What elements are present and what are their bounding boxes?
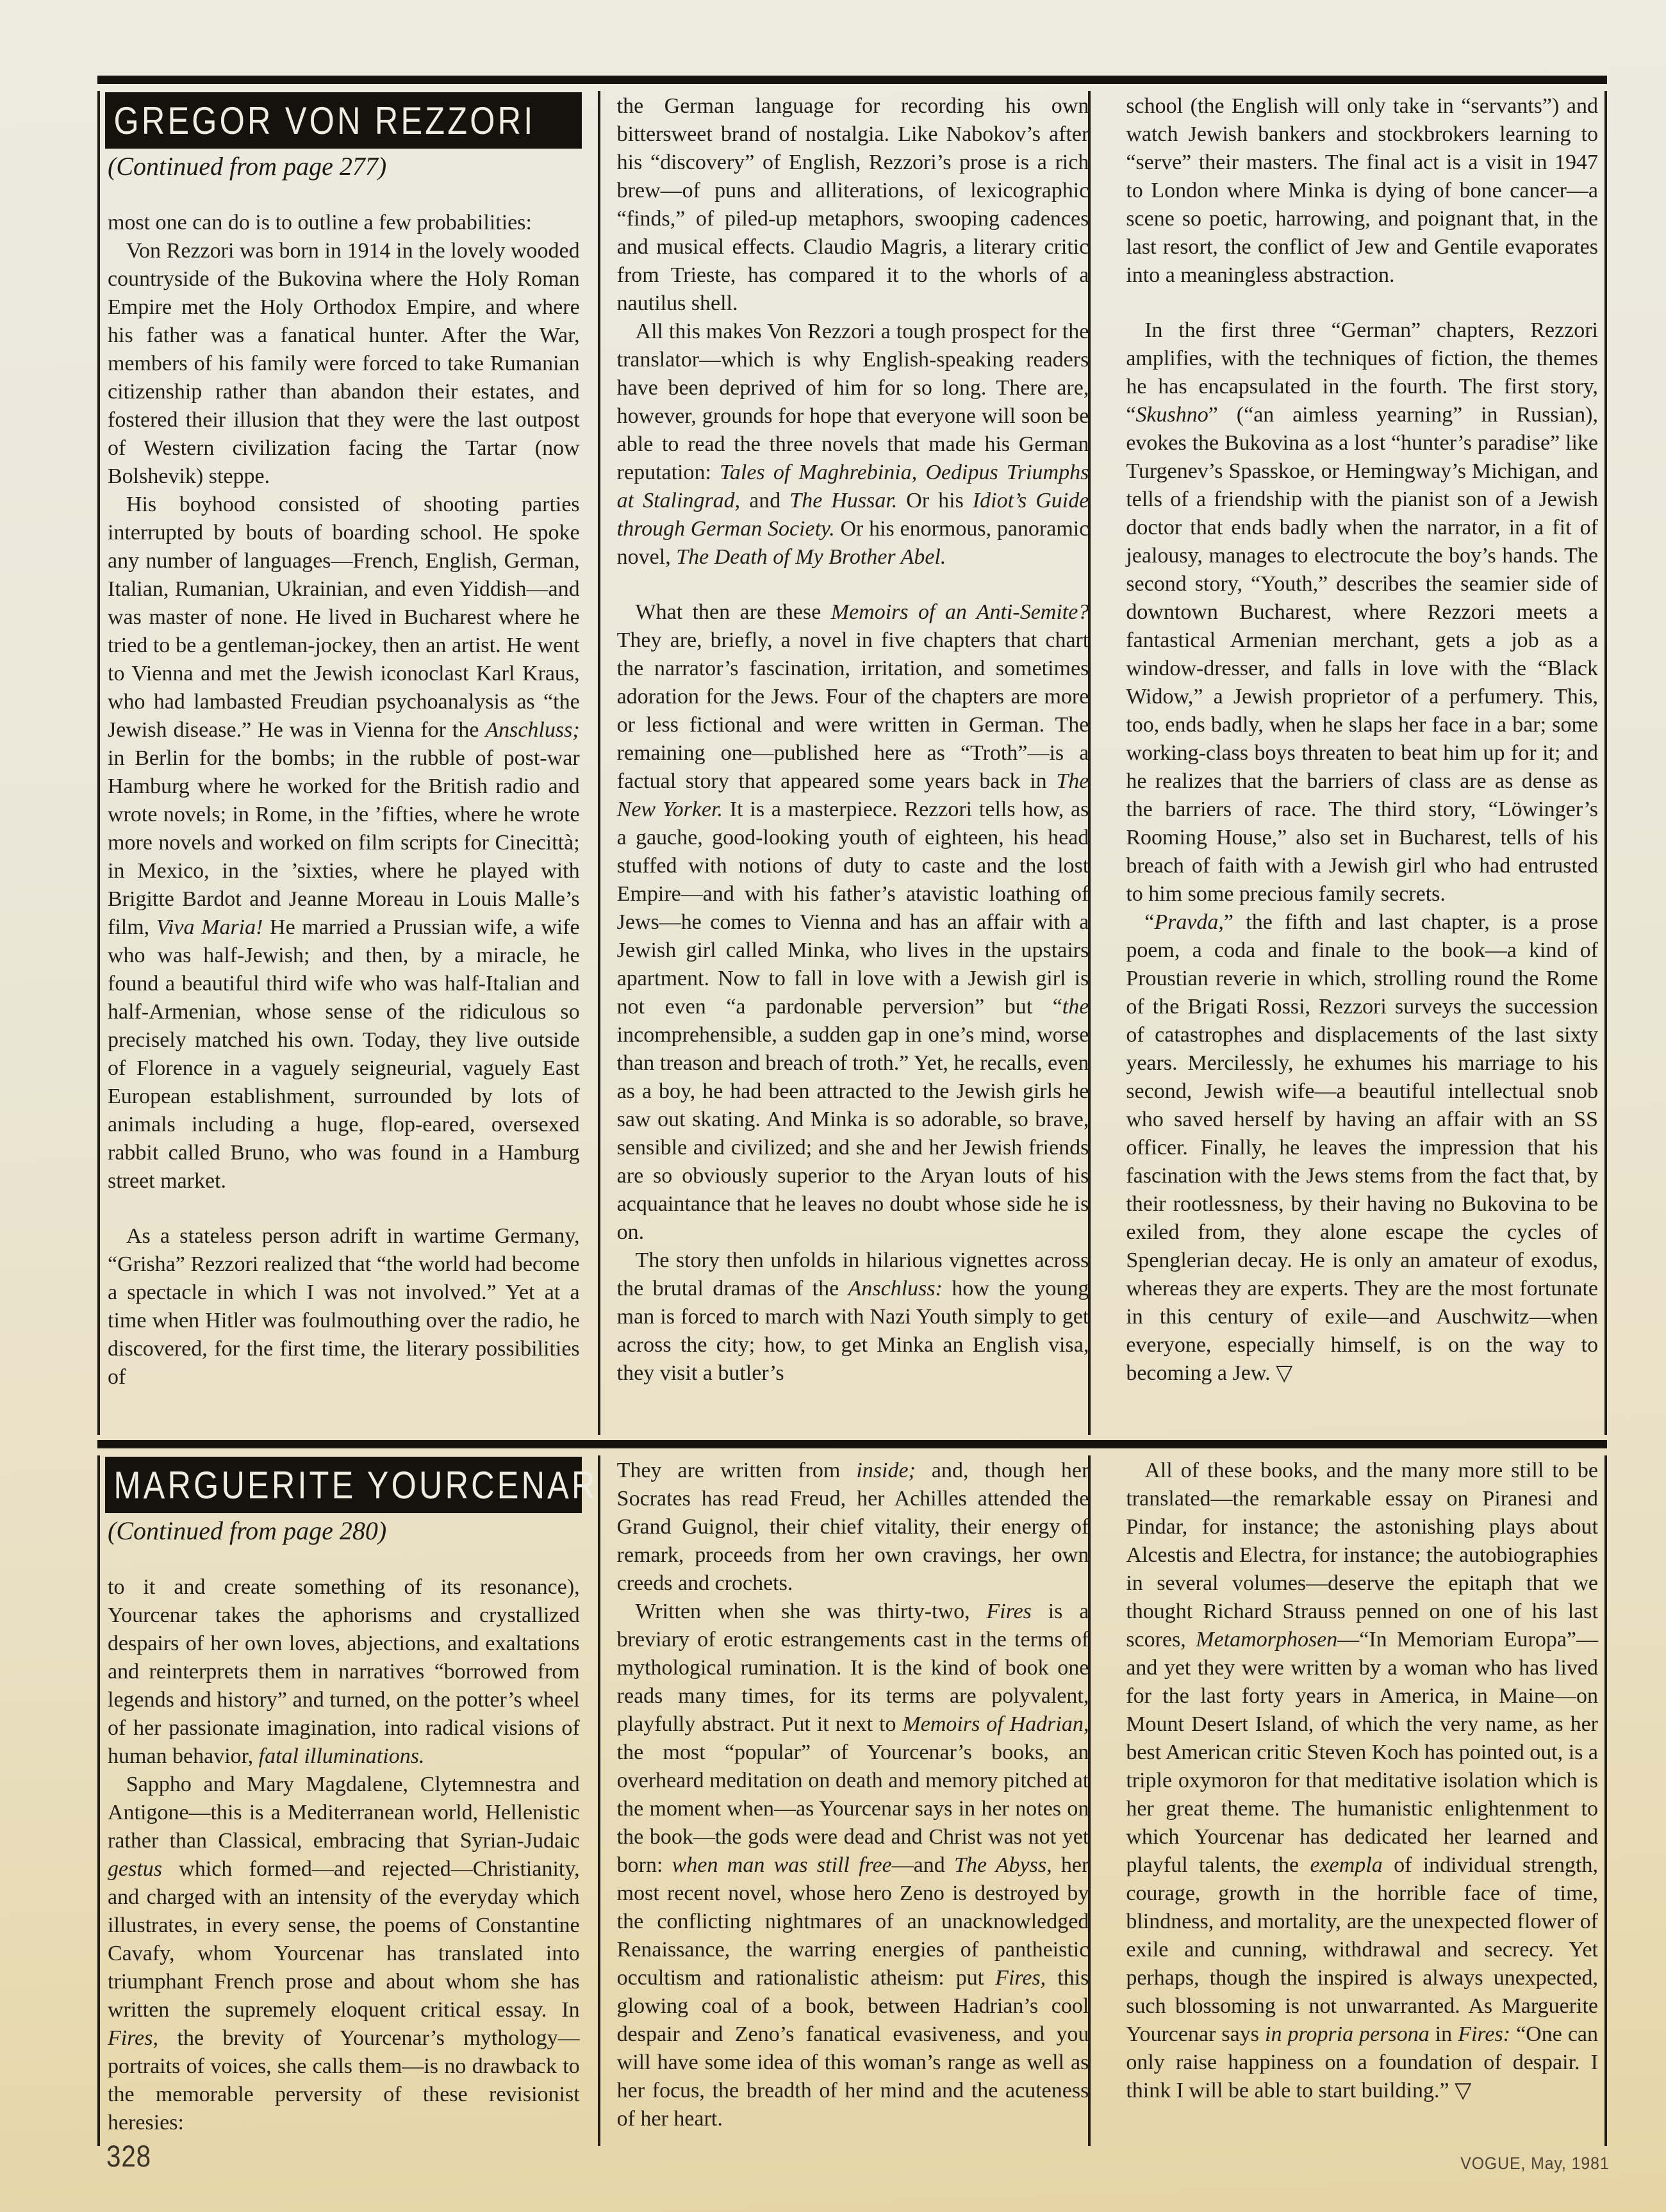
page-number: 328 bbox=[106, 2139, 152, 2173]
section-top-rule bbox=[97, 1440, 1607, 1448]
section-top-rule bbox=[97, 76, 1607, 84]
paragraph: Von Rezzori was born in 1914 in the lovely wooded countryside of the Bukovina where the Holy Roman Empire met the Holy Orthodox Empire, and where his father was a fanatical hunter. After the War, members of his family were forced to take Rumanian citizenship rather than abandon their estates, and fostered their illusion that they were the last outpost of Western civilization facing the Tartar (now Bolshevik) steppe. bbox=[108, 239, 580, 488]
paragraph: to it and create something of its resonance), Yourcenar takes the aphorisms and crystallized despairs of her own loves, abjections, and exaltations and reinterprets them in narratives “borrowed from legends and history” and turned, on the potter’s wheel of her passionate imagination, into radical visions of human behavior, fatal illuminations. bbox=[108, 1575, 580, 1768]
paragraph: All of these books, and the many more still to be translated—the remarkable essay on Piranesi and Pindar, for instance; the astonishing plays about Alcestis and Electra, for instance; the autobiographies in several volumes—deserve the epitaph that we thought Richard Strauss penned on one of his last scores, Metamorphosen—“In Memoriam Europa”—and yet they were written by a woman who has lived for the last forty years in America, in Maine—on Mount Desert Island, of which the very name, as her best American critic Steven Koch has pointed out, is a triple oxymoron for that meditative isolation which is her great theme. The humanistic enlightenment to which Yourcenar has dedicated her learned and playful talents, the exempla of individual strength, courage, growth in the horrible face of time, blindness, and mortality, are the unexpected flower of exile and cunning, withdrawal and secrecy. Yet perhaps, though the inspired is always unexpected, such blossoming is not unwarranted. As Marguerite Yourcenar says in propria persona in Fires: “One can only raise happiness on a foundation of despair. I think I will be able to start building.” ▽ bbox=[1126, 1459, 1599, 2102]
paragraph: Written when she was thirty-two, Fires is a breviary of erotic estrangements cast in the terms of mythological rumination. It is the kind of book one reads many times, for its terms are polyvalent, playfully abstract. Put it next to Memoirs of Hadrian, the most “popular” of Yourcenar’s books, an overheard meditation on death and memory pitched at the moment when—as Yourcenar says in her notes on the book—the gods were dead and Christ was not yet born: when man was still free—and The Abyss, her most recent novel, whose hero Zeno is destroyed by the conflicting nightmares of an unacknowledged Renaissance, the warring energies of pantheistic occultism and rationalistic atheism: put Fires, this glowing coal of a book, between Hadrian’s cool despair and Zeno’s fanatical evasiveness, and you will have some idea of this woman’s range as well as her focus, the breadth of her mind and the acuteness of her heart. bbox=[616, 1600, 1089, 2131]
column-rule-right bbox=[1604, 1455, 1607, 2146]
text-column bbox=[1126, 92, 1598, 1432]
paragraph: Sappho and Mary Magdalene, Clytemnestra and Antigone—this is a Mediterranean world, Hellenistic rather than Classical, embracing that Syrian-Judaic gestus which formed—and rejected—Christianity, and charged with an intensity of the everyday which illustrates, in every sense, the poems of Constantine Cavafy, whom Yourcenar has translated into triumphant French prose and about whom she has written the supremely eloquent critical essay. In Fires, the brevity of Yourcenar’s mythology—portraits of voices, she calls them—is no drawback to the memorable perversity of these revisionist heresies: bbox=[108, 1773, 580, 2134]
paragraph: What then are these Memoirs of an Anti-Semite? They are, briefly, a novel in five chapters that chart the narrator’s fascination, irritation, and sometimes adoration for the Jews. Four of the chapters are more or less fictional and were written in German. The remaining one—published here as “Troth”—is a factual story that appeared some years back in The New Yorker. It is a masterpiece. Rezzori tells how, as a gauche, good-looking youth of eighteen, his head stuffed with notions of duty to caste and the lost Empire—and with his father’s atavistic loathing of Jews—he comes to Vienna and has an affair with a Jewish girl called Minka, who lives in the upstairs apartment. Now to fall in love with a Jewish girl is not even “a pardonable perversion” but “the incomprehensible, a sudden gap in one’s mind, worse than treason and breach of troth.” Yet, he recalls, even as a boy, he had been attracted to the Jewish girls he saw out skating. And Minka is so adorable, so brave, sensible and civilized; and she and her Jewish friends are so obviously superior to the Aryan louts of his acquaintance that he leaves no doubt whose side he is on. bbox=[616, 600, 1089, 1244]
article-title: GREGOR VON REZZORI bbox=[113, 99, 536, 142]
text-column bbox=[617, 1457, 1089, 2143]
text-column bbox=[108, 92, 580, 1432]
paragraph: In the first three “German” chapters, Rezzori amplifies, with the techniques of fiction, the themes he has encapsulated in the fourth. The first story, “Skushno” (“an aimless yearning” in Russian), evokes the Bukovina as a lost “hunter’s paradise” like Turgenev’s Spasskoe, or Hemingway’s Michigan, and tells of a friendship with the pianist son of a Jewish doctor that ends badly when the narrator, in a fit of jealousy, manages to electrocute the boy’s hands. The second story, “Youth,” describes the seamier side of downtown Bucharest, where Rezzori meets a fantastical Armenian merchant, gets a job as a window-dresser, and falls in love with the “Black Widow,” a Jewish proprietor of a perfumery. This, too, ends badly, when he slaps her face in a bar; some working-class boys threaten to beat him up for it; and he realizes that the barriers of class are as dense as the barriers of race. The third story, “Löwinger’s Rooming House,” also set in Bucharest, tells of his breach of faith with a Jewish girl who had entrusted to him some precious family secrets. bbox=[1126, 318, 1598, 906]
continued-from-note: (Continued from page 277) bbox=[108, 152, 387, 181]
column-rule-right bbox=[1604, 91, 1607, 1435]
article-section-rezzori bbox=[97, 76, 1607, 1435]
column-rule-left bbox=[97, 91, 100, 1435]
text-column bbox=[108, 1457, 580, 2143]
article-title-bar bbox=[105, 1457, 598, 1513]
article-title: MARGUERITE YOURCENAR bbox=[113, 1463, 598, 1507]
column-rule-left bbox=[97, 1455, 100, 2146]
folio-credit: VOGUE, May, 1981 bbox=[1460, 2154, 1610, 2173]
article-title-bar bbox=[105, 92, 582, 149]
article-columns bbox=[108, 1457, 1598, 2143]
paragraph: “Pravda,” the fifth and last chapter, is a prose poem, a coda and finale to the book—a kind of Proustian reverie in which, strolling round the Rome of the Brigati Rossi, Rezzori surveys the succession of catastrophes and displacements of the last sixty years. Mercilessly, he exhumes his marriage to his second, Jewish wife—a beautiful intellectual snob who saved herself by having an affair with an SS officer. Finally, he leaves the impression that his fascination with the Jews stems from the fact that, by their rootlessness, by their having no Bukovina to be exiled from, they alone escape the cycles of Spenglerian decay. He is only an amateur of exodus, whereas they are experts. They are the most fortunate in this century of exile—and Auschwitz—when everyone, especially himself, is on the way to becoming a Jew. ▽ bbox=[1126, 910, 1598, 1385]
paragraph: school (the English will only take in “servants”) and watch Jewish bankers and stockbrokers learning to “serve” their masters. The final act is a visit in 1947 to London where Minka is dying of bone cancer—a scene so poetic, harrowing, and poignant that, in the last resort, the conflict of Jew and Gentile evaporates into a meaningless abstraction. bbox=[1126, 94, 1598, 287]
text-column bbox=[617, 92, 1089, 1432]
article-columns bbox=[108, 92, 1598, 1432]
paragraph: All this makes Von Rezzori a tough prospect for the translator—which is why English-speaking readers have been deprived of him for so long. There are, however, grounds for hope that everyone will soon be able to read the three novels that made his German reputation: Tales of Maghrebinia, Oedipus Triumphs at Stalingrad, and The Hussar. Or his Idiot’s Guide through German Society. Or his enormous, panoramic novel, The Death of My Brother Abel. bbox=[616, 320, 1089, 569]
paragraph: As a stateless person adrift in wartime Germany, “Grisha” Rezzori realized that “the world had become a spectacle in which I was not involved.” Yet at a time when Hitler was foulmouthing over the radio, he discovered, for the first time, the literary possibilities of bbox=[108, 1224, 580, 1389]
paragraph: His boyhood consisted of shooting parties interrupted by bouts of boarding school. He spoke any number of languages—French, English, German, Italian, Rumanian, Ukrainian, and even Yiddish—and was master of none. He lived in Bucharest where he tried to be a gentleman-jockey, then an artist. He went to Vienna and met the Jewish iconoclast Karl Kraus, who had lambasted Freudian psychoanalysis as “the Jewish disease.” He was in Vienna for the Anschluss; in Berlin for the bombs; in the rubble of post-war Hamburg where he worked for the British radio and wrote novels; in Rome, in the ’fifties, where he wrote more novels and worked on film scripts for Cinecittà; in Mexico, in the ’sixties, where he played with Brigitte Bardot and Jeanne Moreau in Louis Malle’s film, Viva Maria! He married a Prussian wife, a wife who was half-Jewish; and then, by a miracle, he found a beautiful third wife who was half-Italian and half-Armenian, whose sense of the ridiculous so precisely matched his own. Today, they live outside of Florence in a vaguely seigneurial, vaguely East European establishment, surrounded by lots of animals including a huge, flop-eared, oversexed rabbit called Bruno, who was found in a Hamburg street market. bbox=[108, 493, 580, 1193]
paragraph: most one can do is to outline a few probabilities: bbox=[108, 211, 532, 234]
paragraph: The story then unfolds in hilarious vignettes across the brutal dramas of the Anschluss: how the young man is forced to march with Nazi Youth simply to get across the city; how, to get Minka an English visa, they visit a butler’s bbox=[616, 1249, 1089, 1385]
paragraph: the German language for recording his own bittersweet brand of nostalgia. Like Nabokov’s after his “discovery” of English, Rezzori’s prose is a rich brew—of puns and alliterations, of lexicographic “finds,” of piled-up metaphors, swooping cadences and musical effects. Claudio Magris, a literary critic from Trieste, has compared it to the whorls of a nautilus shell. bbox=[616, 94, 1089, 315]
text-column bbox=[1126, 1457, 1598, 2143]
article-section-yourcenar bbox=[97, 1440, 1607, 2146]
continued-from-note: (Continued from page 280) bbox=[108, 1516, 387, 1545]
paragraph: They are written from inside; and, though her Socrates has read Freud, her Achilles attended the Grand Guignol, their chief vitality, their energy of remark, proceeds from her own cravings, her own creeds and crochets. bbox=[616, 1459, 1089, 1595]
